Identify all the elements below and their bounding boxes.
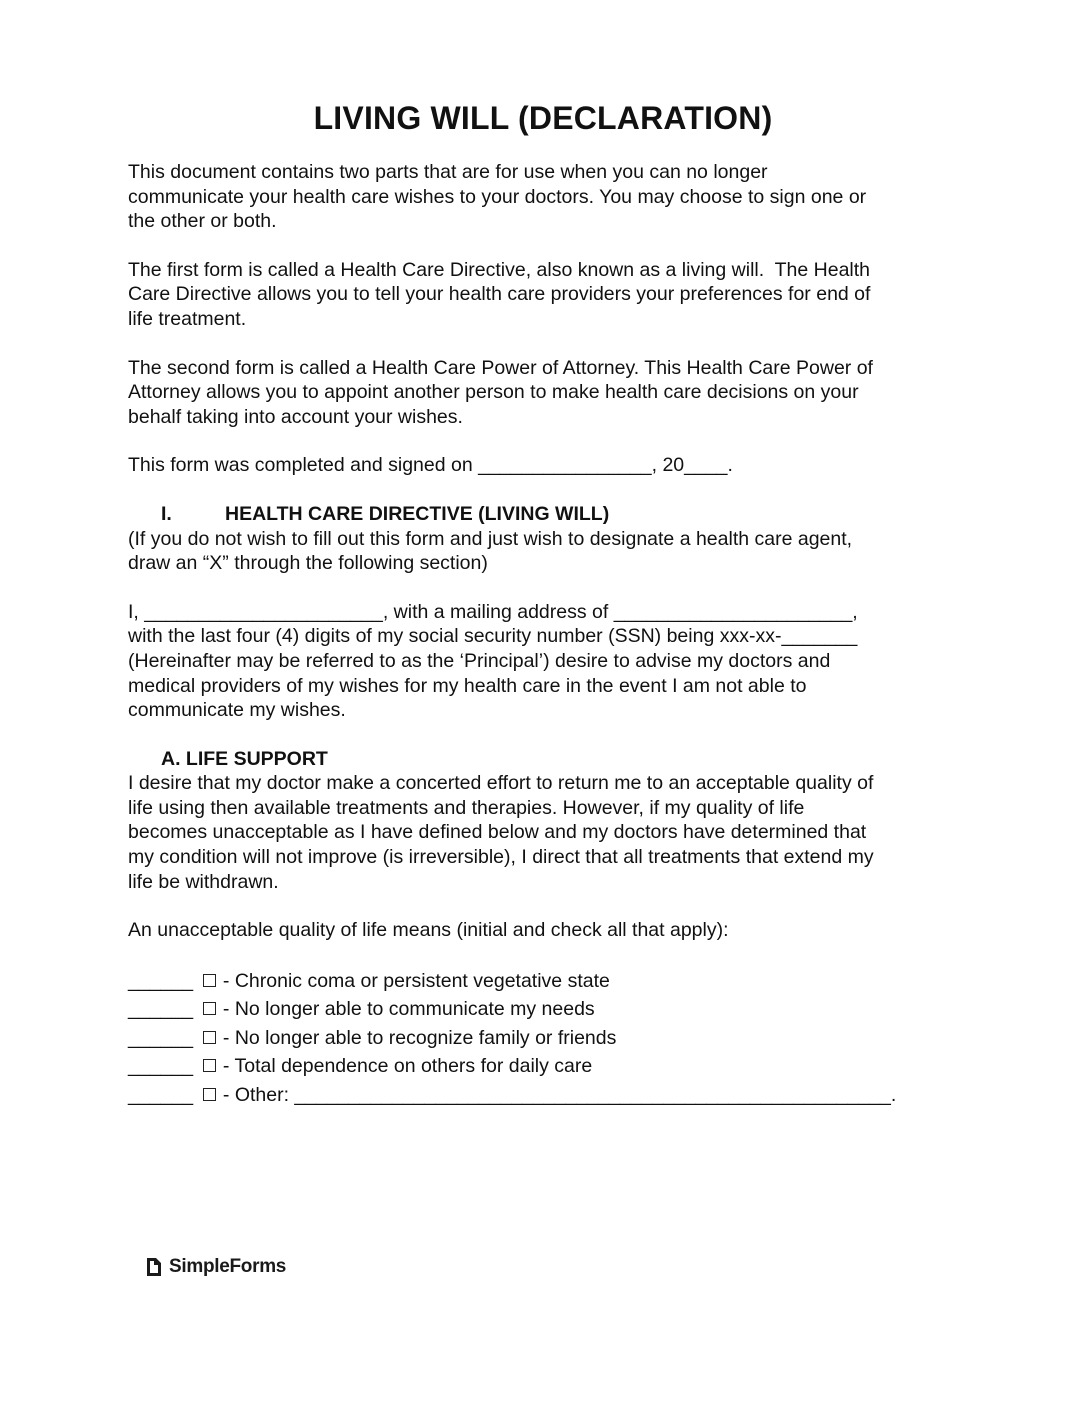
checkbox-icon[interactable] xyxy=(203,1002,216,1015)
checkbox-icon[interactable] xyxy=(203,1059,216,1072)
simpleforms-logo xyxy=(145,1256,286,1278)
simpleforms-logo-icon xyxy=(145,1256,163,1278)
checklist-intro: An unacceptable quality of life means (initial and check all that apply): xyxy=(128,919,729,942)
checkbox-icon[interactable] xyxy=(203,1088,216,1101)
brand-name: SimpleForms xyxy=(169,1256,287,1277)
initials-blank[interactable]: ______ xyxy=(128,998,194,1021)
checklist-item xyxy=(128,1081,958,1110)
document-title: LIVING WILL (DECLARATION) xyxy=(313,100,773,136)
intro-paragraph-1: This document contains two parts that are for use when you can no longer communicate your health care wishes to your doctors. You may choose to sign one or the other or both. xyxy=(128,161,867,233)
initials-blank[interactable]: ______ xyxy=(128,969,194,992)
quality-of-life-checklist xyxy=(128,967,958,1110)
checklist-item-label: - No longer able to communicate my needs xyxy=(217,998,595,1021)
intro-paragraph-3: The second form is called a Health Care Power of Attorney. This Health Care Power of Attorney allows you to appoint another person to make health care decisions on your behalf taking into account your wishes. xyxy=(128,356,873,428)
checkbox-icon[interactable] xyxy=(203,1031,216,1044)
checklist-item xyxy=(128,1024,958,1053)
document-page xyxy=(128,96,958,1109)
checkbox-icon[interactable] xyxy=(203,974,216,987)
principal-paragraph: I, ______________________, with a mailing address of ______________________, with the last four (4) digits of my social security number (SSN) being xxx-xx-_______ (Hereinafter may be referred to as the ‘Principal’) desire to advise my doctors and medical providers of my wishes for my health care in the event I am not able to communicate my wishes. xyxy=(128,600,858,722)
life-support-heading: A. LIFE SUPPORT xyxy=(161,747,328,770)
initials-blank[interactable]: ______ xyxy=(128,1055,194,1078)
checklist-item xyxy=(128,967,958,996)
life-support-body: I desire that my doctor make a concerted effort to return me to an acceptable quality of life using then available treatments and therapies. However, if my quality of life becomes unacceptable as I have defined below and my doctors have determined that my condition will not improve (is irreversible), I direct that all treatments that extend my life be withdrawn. xyxy=(128,772,874,893)
checklist-item xyxy=(128,995,958,1024)
checklist-item-label: - Total dependence on others for daily care xyxy=(217,1055,593,1078)
initials-blank[interactable]: ______ xyxy=(128,1083,194,1106)
intro-paragraph-2: The first form is called a Health Care Directive, also known as a living will. The Health Care Directive allows you to tell your health care providers your preferences for end of life treatment. xyxy=(128,258,871,330)
checklist-item xyxy=(128,1052,958,1081)
signed-date-line: This form was completed and signed on ________________, 20____. xyxy=(128,454,733,477)
checklist-item-label: - No longer able to recognize family or friends xyxy=(217,1026,617,1049)
checklist-item-label: - Chronic coma or persistent vegetative state xyxy=(217,969,610,992)
section-1-number: I. xyxy=(161,502,172,525)
checklist-item-label: - Other: _______________________________________________________. xyxy=(217,1083,897,1106)
section-1-title: HEALTH CARE DIRECTIVE (LIVING WILL) xyxy=(225,502,610,525)
section-1-heading xyxy=(128,502,958,527)
initials-blank[interactable]: ______ xyxy=(128,1026,194,1049)
section-1-note: (If you do not wish to fill out this form and just wish to designate a health care agent, draw an “X” through the following section) xyxy=(128,527,853,575)
